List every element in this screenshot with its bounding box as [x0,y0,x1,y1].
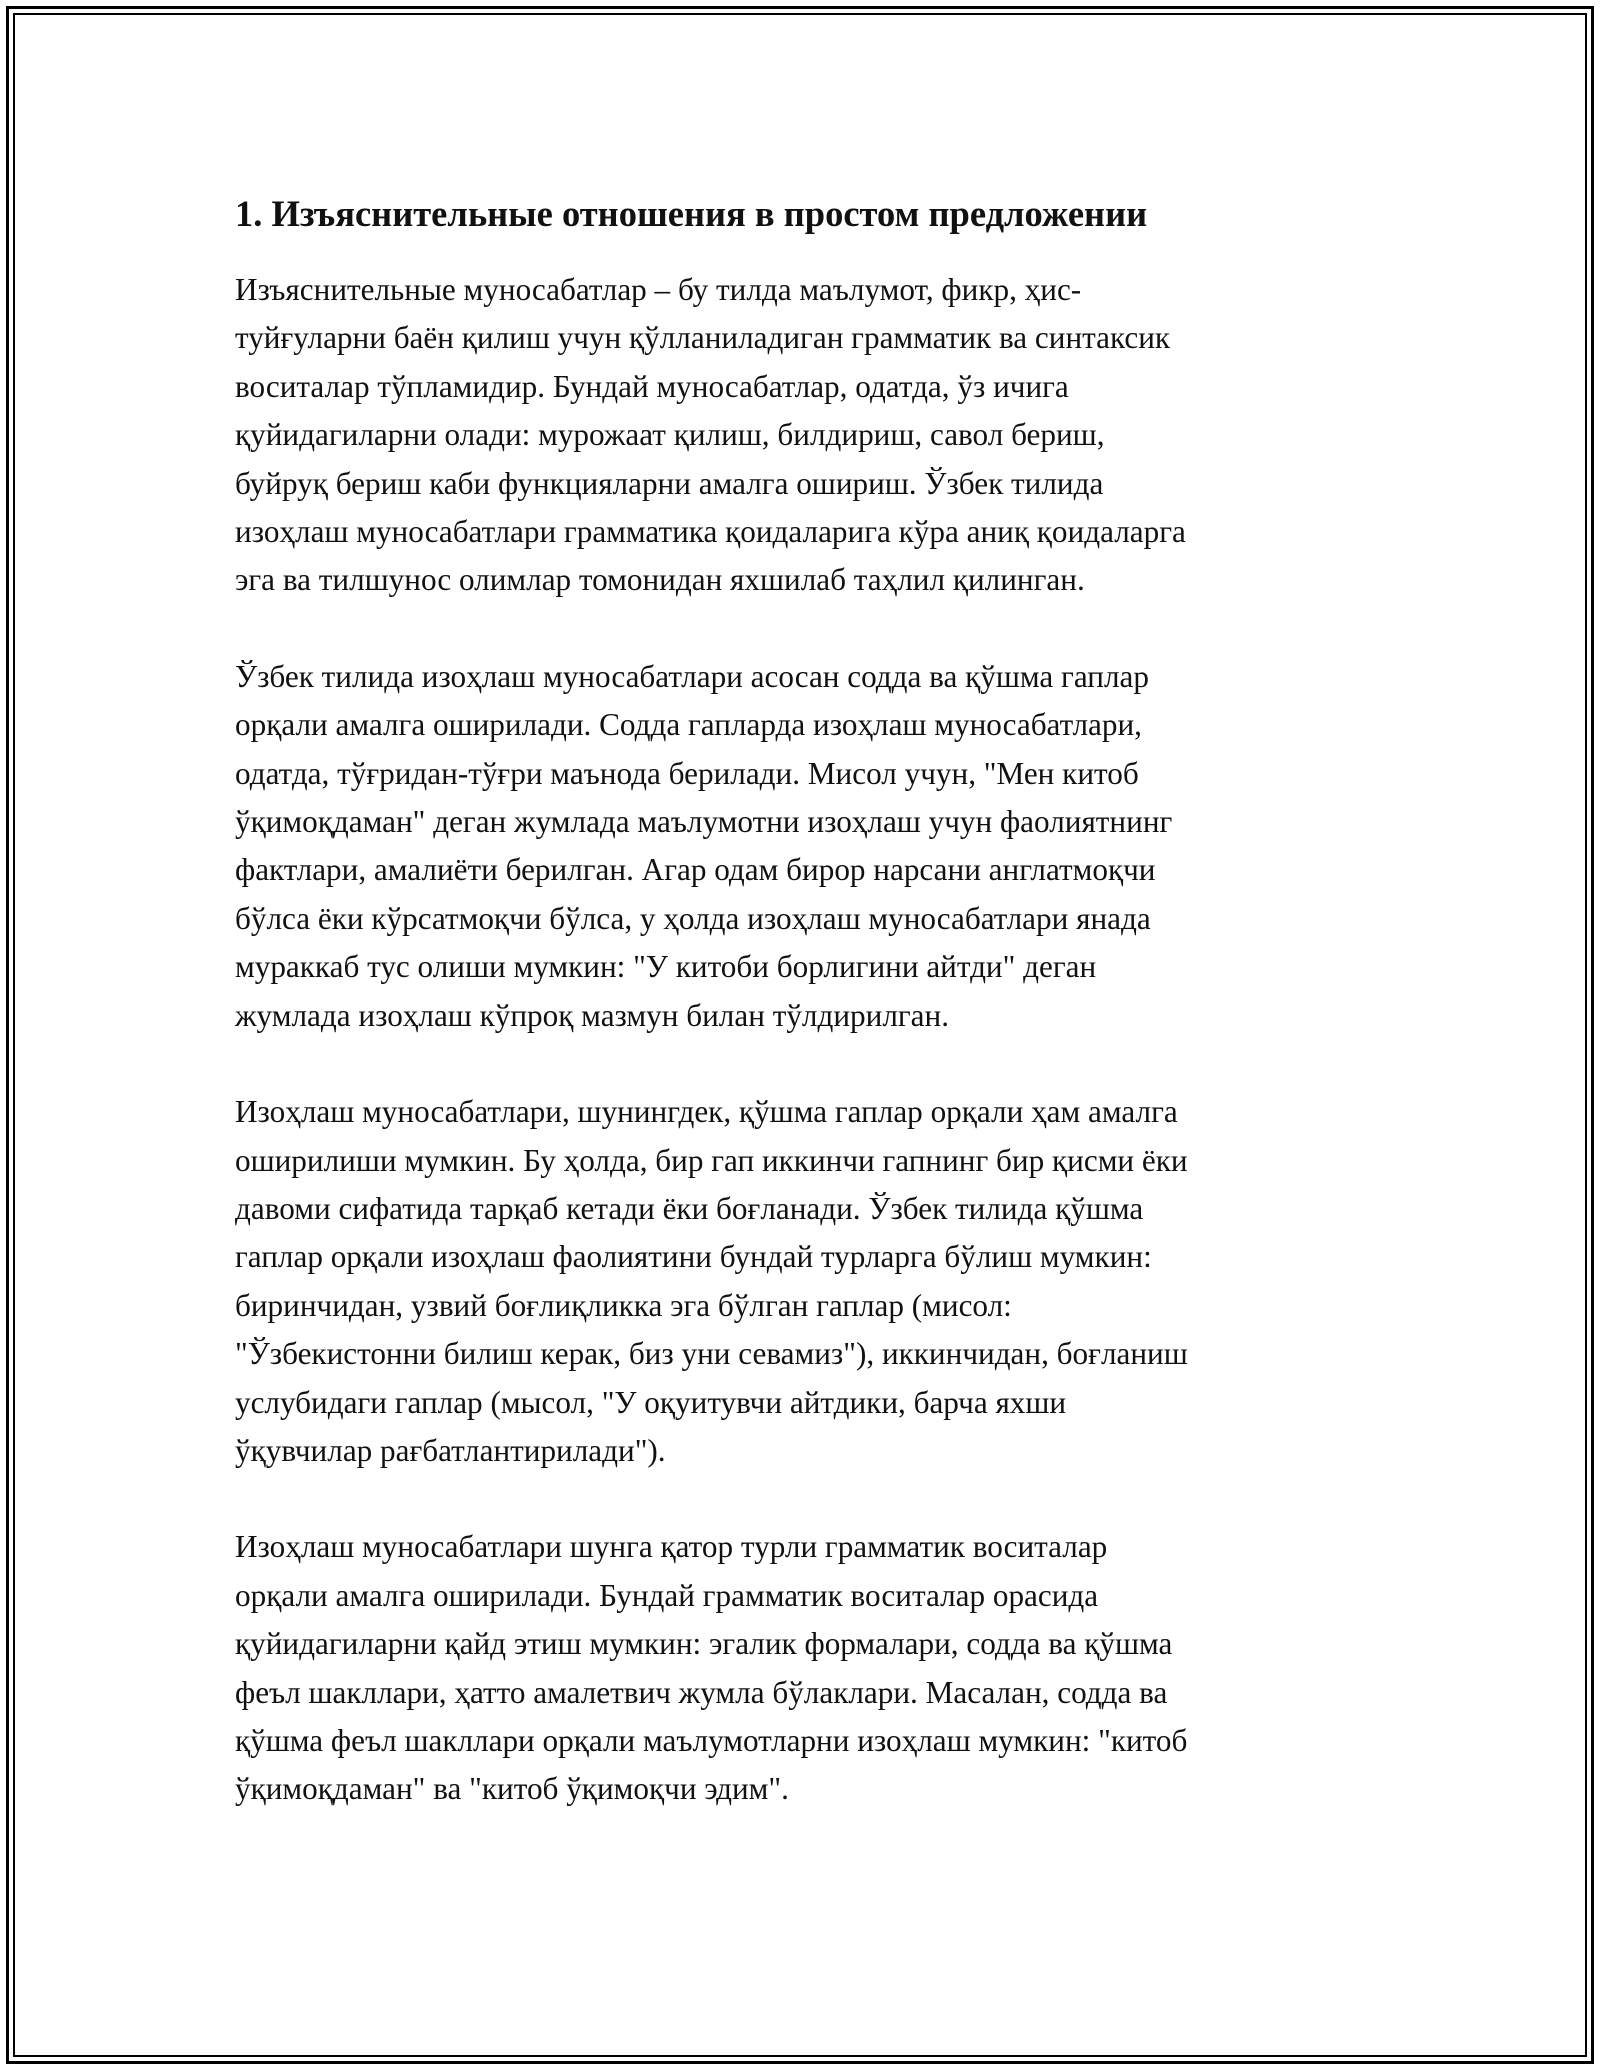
text-line: биринчидан, узвий боғлиқликка эга бўлган гаплар (мисол: [235,1287,1012,1323]
text-line: қўшма феъл шакллари орқали маълумотларни изоҳлаш мумкин: "китоб [235,1722,1188,1758]
text-line: Изъяснительные муносабатлар – бу тилда маълумот, фикр, ҳис- [235,272,1082,307]
paragraph-1 [235,266,1365,605]
paragraph-4 [235,1523,1365,1813]
text-line: бўлса ёки кўрсатмоқчи бўлса, у ҳолда изоҳлаш муносабатлари янада [235,900,1151,936]
section-heading: 1. Изъяснительные отношения в простом предложении [235,193,1148,234]
text-line: қуйидагиларни қайд этиш мумкин: эгалик формалари, содда ва қўшма [235,1626,1173,1662]
document-body [235,188,1365,1862]
text-line: одатда, тўғридан-тўғри маънода берилади. Мисол учун, "Мен китоб [235,755,1139,791]
text-line: ўқимоқдаман" деган жумлада маълумотни изоҳлаш учун фаолиятнинг [235,804,1173,840]
text-line: туйғуларни баён қилиш учун қўлланиладиган грамматик ва синтаксик [235,320,1171,356]
text-line: буйруқ бериш каби функцияларни амалга ошириш. Ўзбек тилида [235,465,1104,501]
text-line: давоми сифатида тарқаб кетади ёки боғланади. Ўзбек тилида қўшма [235,1190,1144,1226]
text-line: воситалар тўпламидир. Бундай муносабатлар, одатда, ўз ичига [235,368,1069,404]
text-line: гаплар орқали изоҳлаш фаолиятини бундай турларга бўлиш мумкин: [235,1239,1152,1275]
text-line: изоҳлаш муносабатлари грамматика қоидаларига кўра аниқ қоидаларга [235,514,1186,550]
text-line: фактлари, амалиёти берилган. Агар одам бирор нарсани англатмоқчи [235,852,1156,888]
text-line: Изоҳлаш муносабатлари шунга қатор турли грамматик воситалар [235,1529,1108,1565]
paragraph-3 [235,1088,1365,1475]
text-line: Изоҳлаш муносабатлари, шунингдек, қўшма гаплар орқали ҳам амалга [235,1094,1178,1130]
text-line: орқали амалга оширилади. Содда гапларда изоҳлаш муносабатлари, [235,707,1142,743]
text-line: мураккаб тус олиши мумкин: "У китоби борлигини айтди" деган [235,949,1097,985]
text-line: Ўзбек тилида изоҳлаш муносабатлари асосан содда ва қўшма гаплар [235,658,1149,694]
text-line: феъл шакллари, ҳатто амалетвич жумла бўлаклари. Масалан, содда ва [235,1674,1168,1710]
text-line: эга ва тилшунос олимлар томонидан яхшилаб таҳлил қилинган. [235,562,1085,598]
paragraph-2 [235,653,1365,1040]
text-line: қуйидагиларни олади: мурожаат қилиш, билдириш, савол бериш, [235,417,1105,453]
text-line: жумлада изоҳлаш кўпроқ мазмун билан тўлдирилган. [235,997,950,1033]
text-line: "Ўзбекистонни билиш керак, биз уни севамиз"), иккинчидан, боғланиш [235,1336,1188,1372]
text-line: ўқимоқдаман" ва "китоб ўқимоқчи эдим". [235,1771,789,1807]
text-line: услубидаги гаплар (мысол, "У оқуитувчи айтдики, барча яхши [235,1384,1067,1420]
text-line: орқали амалга оширилади. Бундай грамматик воситалар орасида [235,1577,1099,1613]
text-line: оширилиши мумкин. Бу ҳолда, бир гап иккинчи гапнинг бир қисми ёки [235,1142,1188,1178]
text-line: ўқувчилар рағбатлантирилади"). [235,1432,666,1468]
